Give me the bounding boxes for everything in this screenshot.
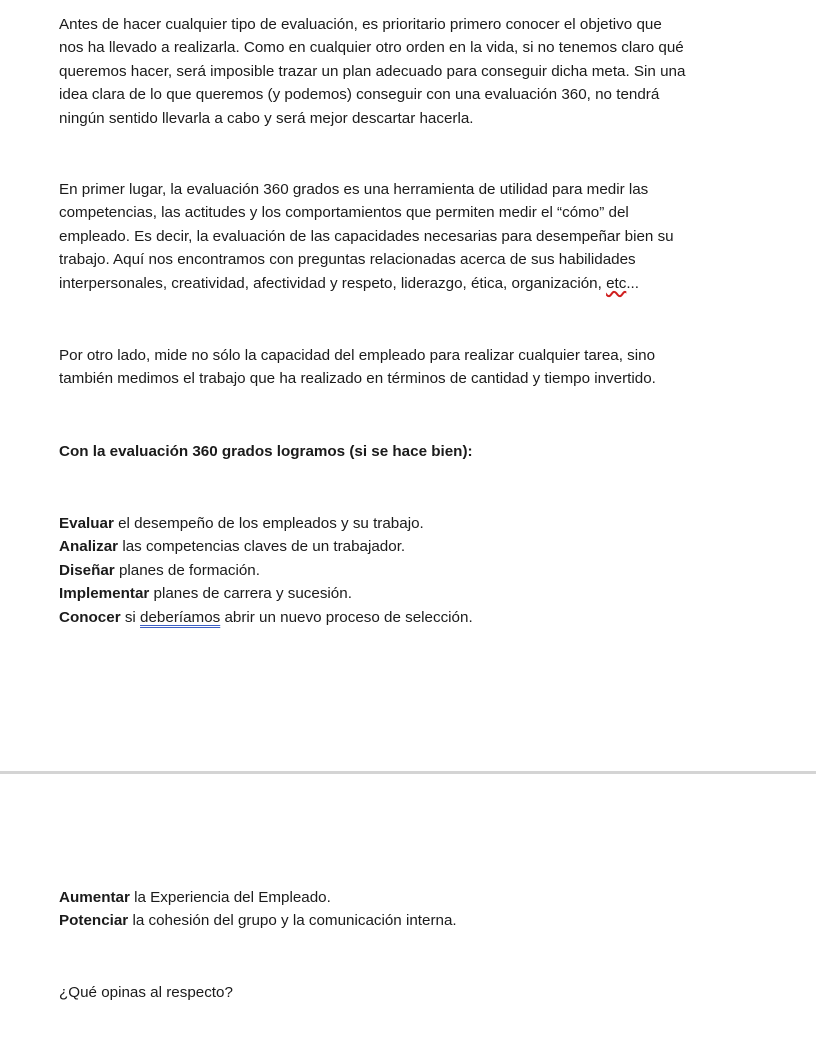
intro-paragraph bbox=[59, 13, 771, 130]
benefit-verb: Diseñar bbox=[59, 561, 115, 579]
benefit-text: planes de formación. bbox=[114, 561, 260, 579]
paragraph-line: nos ha llevado a realizarla. Como en cualquier otro orden en la vida, si no tenemos claro qué bbox=[59, 39, 684, 57]
benefit-text: si bbox=[120, 608, 141, 626]
benefit-verb: Implementar bbox=[59, 585, 150, 603]
paragraph-line: trabajo. Aquí nos encontramos con preguntas relacionadas acerca de sus habilidades bbox=[59, 251, 636, 269]
list-item bbox=[59, 535, 771, 558]
benefit-text: planes de carrera y sucesión. bbox=[149, 585, 352, 603]
list-item bbox=[59, 886, 771, 909]
benefit-text: la cohesión del grupo y la comunicación interna. bbox=[128, 912, 457, 930]
line-text: ... bbox=[626, 274, 639, 292]
paragraph-line: ningún sentido llevarla a cabo y será mejor descartar hacerla. bbox=[59, 109, 474, 127]
paragraph-line: Por otro lado, mide no sólo la capacidad del empleado para realizar cualquier tarea, sino bbox=[59, 347, 656, 364]
benefit-verb: Evaluar bbox=[59, 515, 114, 532]
paragraph-line: competencias, las actitudes y los comportamientos que permiten medir el “cómo” del bbox=[59, 204, 629, 222]
scope-paragraph bbox=[59, 344, 771, 391]
list-item bbox=[59, 909, 771, 932]
benefits-heading: Con la evaluación 360 grados logramos (si se hace bien): bbox=[59, 443, 473, 460]
paragraph-line: empleado. Es decir, la evaluación de las capacidades necesarias para desempeñar bien su bbox=[59, 227, 674, 245]
paragraph-line: Antes de hacer cualquier tipo de evaluación, es prioritario primero conocer el objetivo que bbox=[59, 16, 662, 33]
list-item bbox=[59, 606, 771, 629]
spelling-error-word[interactable]: etc bbox=[606, 274, 627, 292]
benefit-text: abrir un nuevo proceso de selección. bbox=[220, 608, 473, 626]
paragraph-line: En primer lugar, la evaluación 360 grados es una herramienta de utilidad para medir las bbox=[59, 181, 649, 198]
list-item bbox=[59, 582, 771, 605]
benefit-verb: Conocer bbox=[59, 608, 121, 626]
grammar-suggestion-word[interactable]: deberíamos bbox=[140, 608, 221, 626]
paragraph-line: también medimos el trabajo que ha realizado en términos de cantidad y tiempo invertido. bbox=[59, 370, 656, 388]
paragraph-line: idea clara de lo que queremos (y podemos) conseguir con una evaluación 360, no tendrá bbox=[59, 86, 660, 104]
line-text: interpersonales, creatividad, afectividad y respeto, liderazgo, ética, organización, bbox=[59, 274, 607, 292]
benefit-verb: Aumentar bbox=[59, 889, 130, 906]
benefit-text: las competencias claves de un trabajador. bbox=[118, 538, 406, 556]
list-item bbox=[59, 512, 771, 535]
benefit-verb: Potenciar bbox=[59, 912, 129, 930]
page-break-divider bbox=[0, 771, 816, 774]
closing-question: ¿Qué opinas al respecto? bbox=[59, 984, 233, 1001]
benefits-list-continued bbox=[59, 886, 771, 933]
benefit-text: el desempeño de los empleados y su trabajo. bbox=[113, 515, 424, 532]
definition-paragraph bbox=[59, 178, 771, 295]
benefit-verb: Analizar bbox=[59, 538, 119, 556]
paragraph-line: queremos hacer, será imposible trazar un plan adecuado para conseguir dicha meta. Sin una bbox=[59, 62, 686, 80]
benefits-list bbox=[59, 512, 771, 629]
paragraph-line bbox=[59, 272, 771, 295]
list-item bbox=[59, 559, 771, 582]
benefit-text: la Experiencia del Empleado. bbox=[129, 889, 331, 906]
document-page-2 bbox=[0, 775, 816, 1048]
